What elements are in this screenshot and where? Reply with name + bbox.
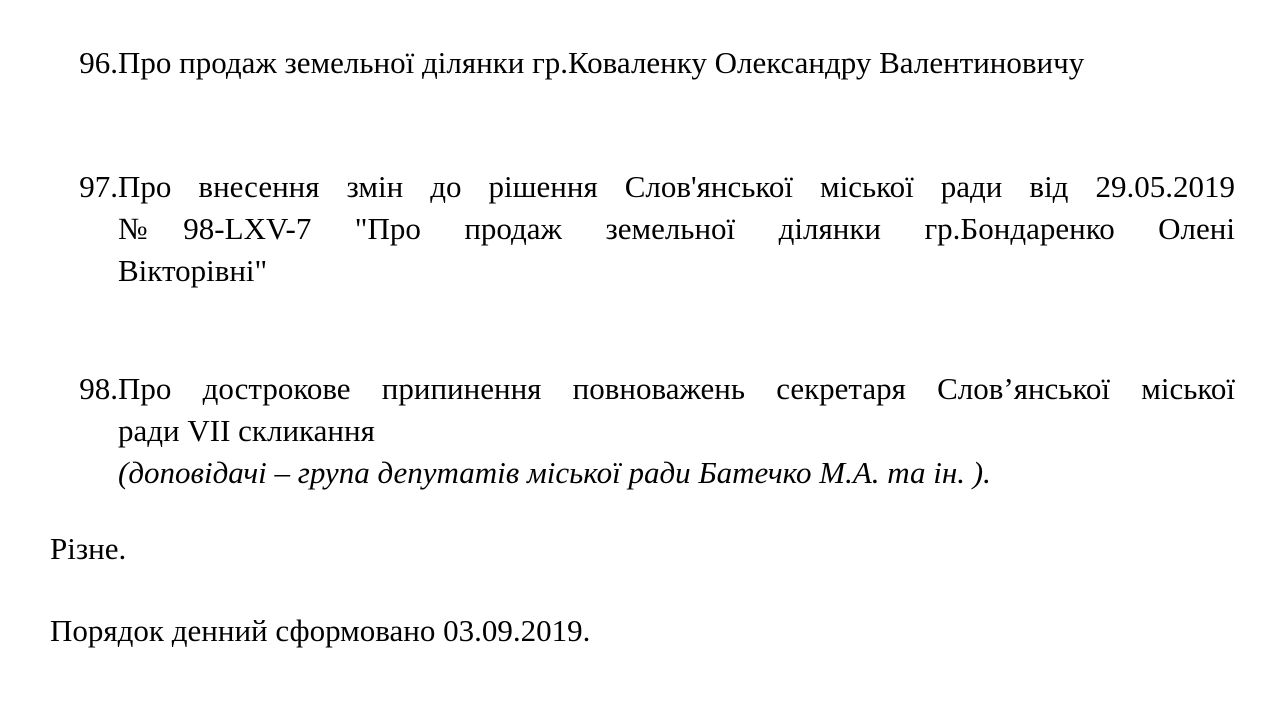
item-speakers: (доповідачі – група депутатів міської ради Батечко М.А. та ін. ). — [118, 455, 991, 490]
item-text — [118, 42, 1235, 84]
agenda-item-96 — [70, 42, 1235, 84]
item-text — [118, 166, 1235, 292]
item-line: №98-LXV-7 "Про продаж земельної ділянки гр.Бондаренко Олені — [118, 211, 1235, 246]
item-line: Вікторівні" — [118, 253, 268, 288]
agenda-item-97 — [70, 166, 1235, 292]
agenda-item-98 — [70, 368, 1235, 494]
misc-heading: Різне. — [50, 531, 127, 566]
item-number: 96. — [79, 45, 118, 80]
item-number: 97. — [79, 169, 118, 204]
item-text — [118, 368, 1235, 494]
item-line: Про дострокове припинення повноважень секретаря Слов’янської міської — [118, 371, 1235, 406]
item-line: Про продаж земельної ділянки гр.Коваленку Олександру Валентиновичу — [118, 45, 1085, 80]
item-line: Про внесення змін до рішення Слов'янської міської ради від 29.05.2019 — [118, 169, 1235, 204]
agenda-formed-date: Порядок денний сформовано 03.09.2019. — [50, 613, 591, 648]
item-line: ради VII скликання — [118, 413, 375, 448]
item-number: 98. — [79, 371, 118, 406]
